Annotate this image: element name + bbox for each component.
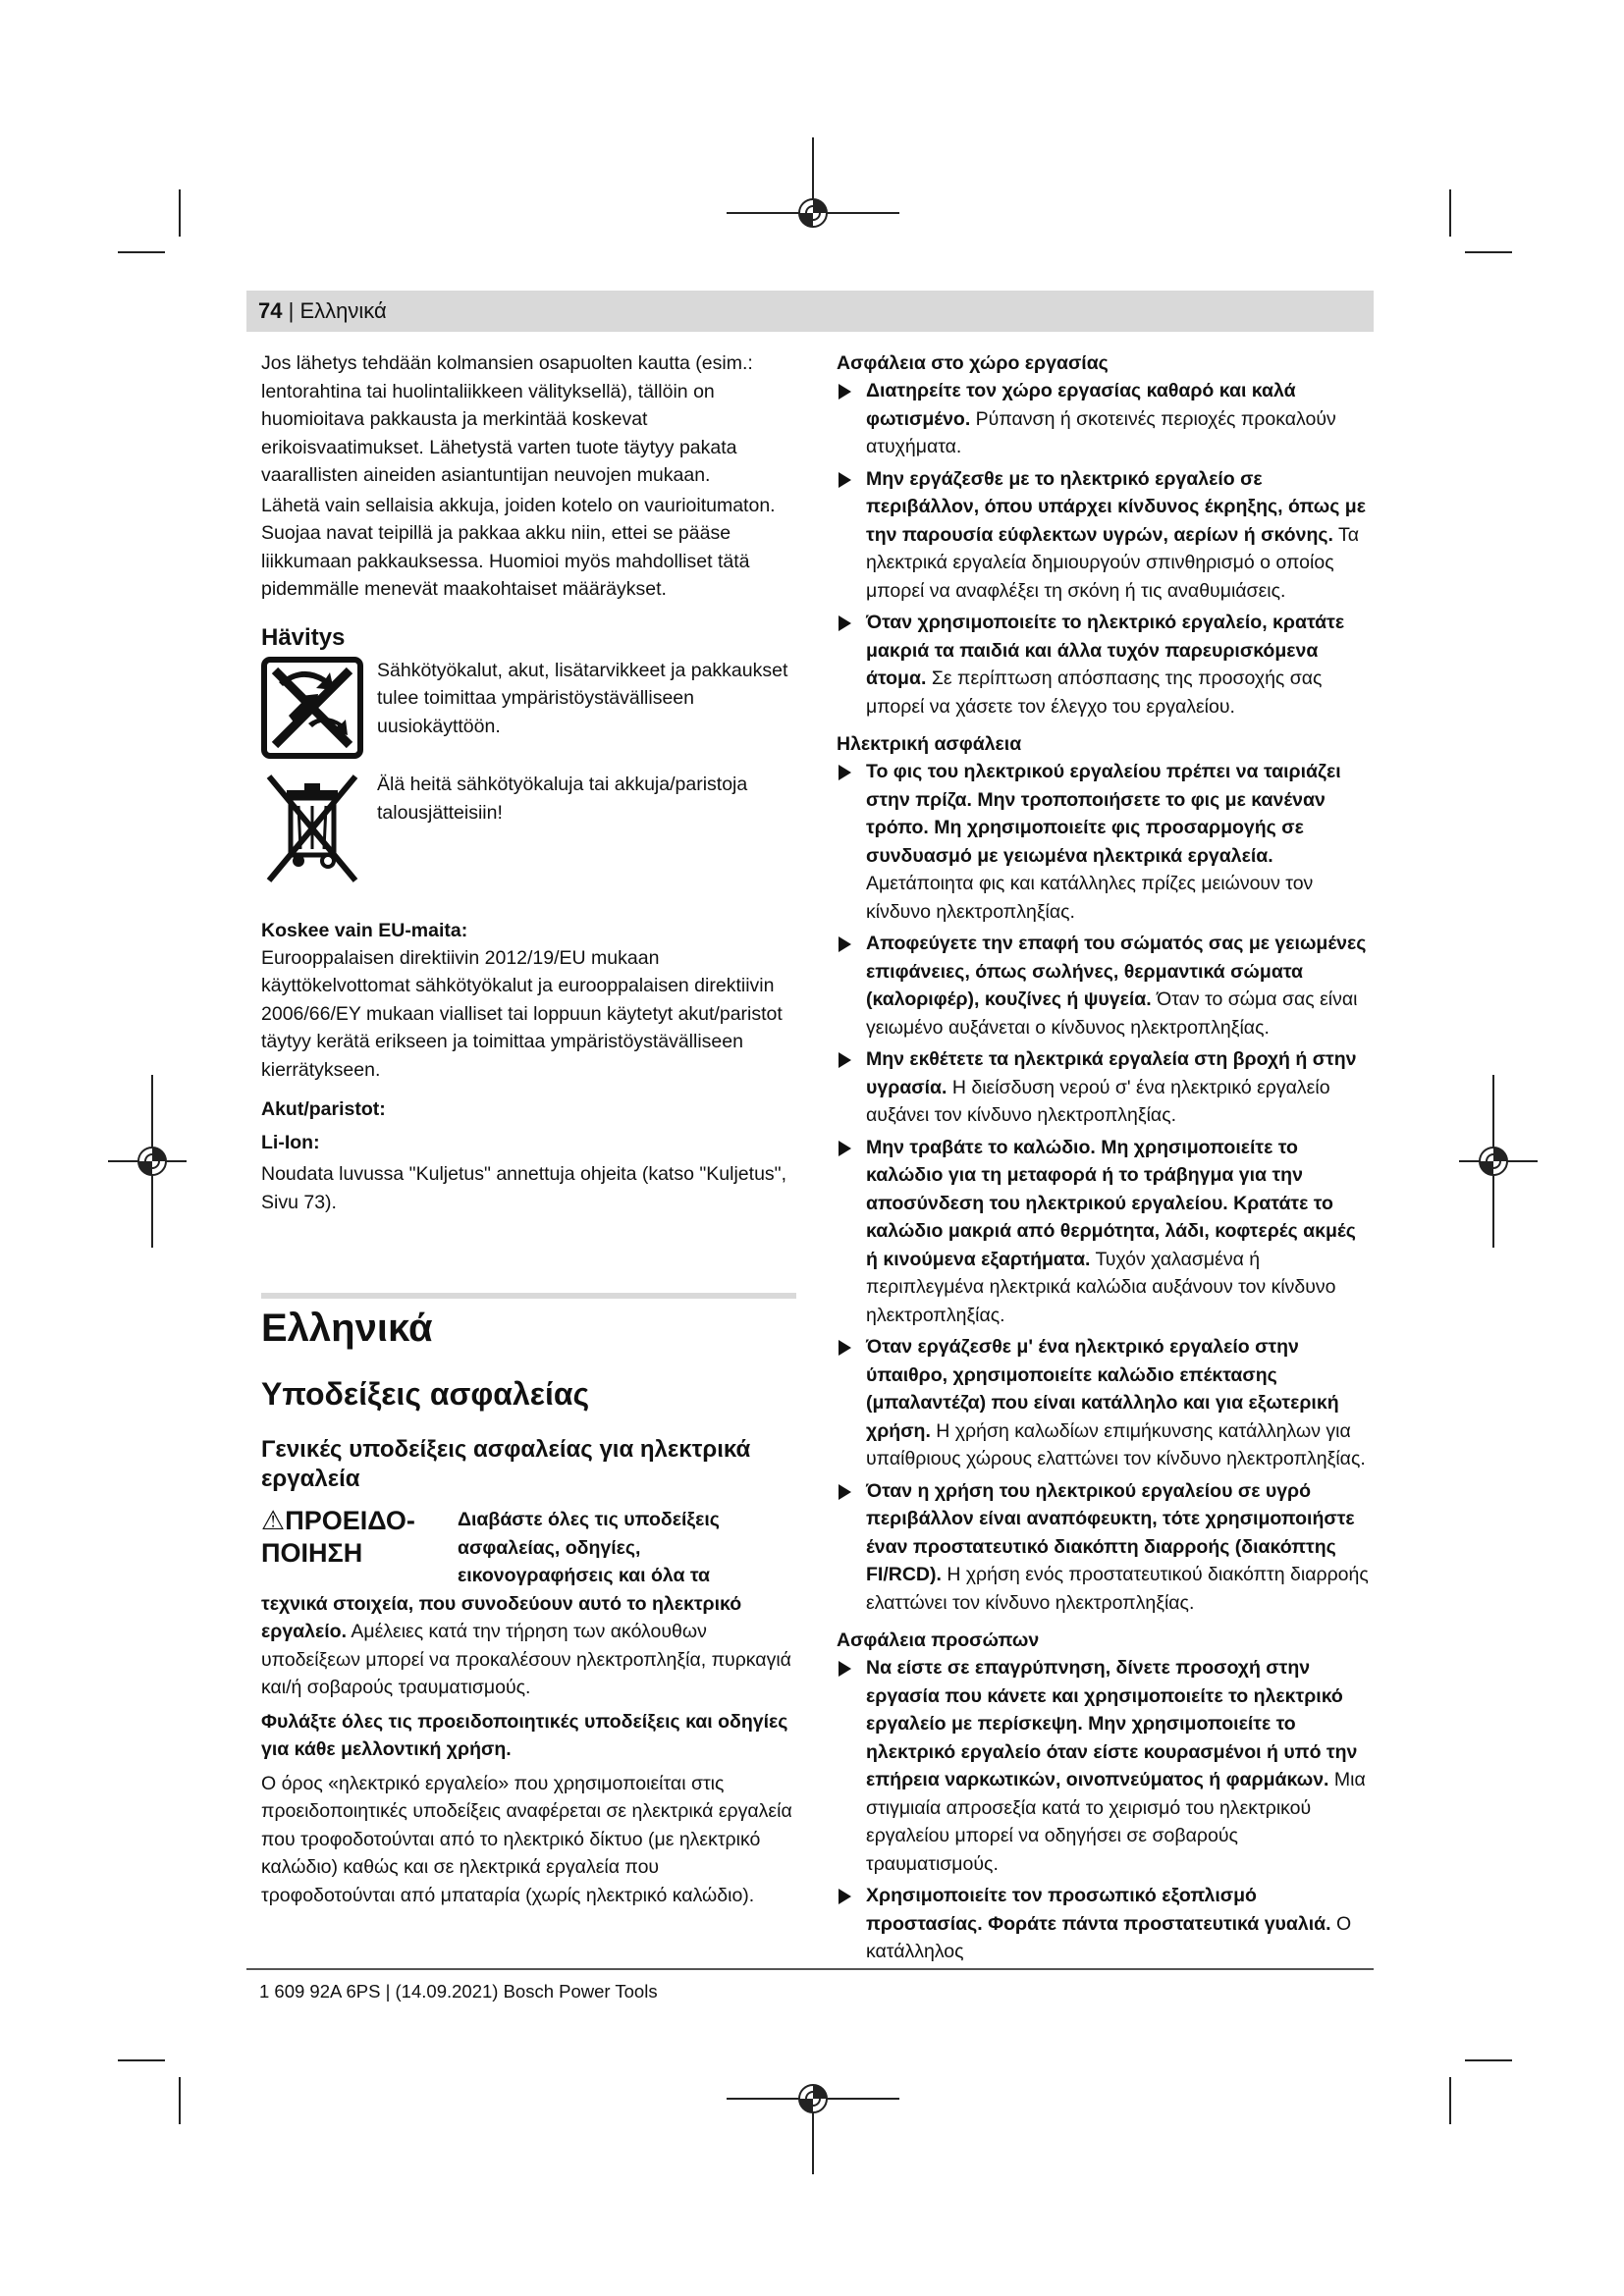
- list-item: Όταν η χρήση του ηλεκτρικού εργαλείου σε υγρό περιβάλλον είναι αναπόφευκτη, τότε χρησιμοποιήστε έναν προστατευτικό διακόπτη διαρροής (διακόπτης FI/RCD). Η χρήση ενός προστατευτικού διακόπτη διαρροής ελαττώνει τον κίνδυνο ηλεκτροπληξίας.: [837, 1477, 1372, 1618]
- section-title: Υποδείξεις ασφαλείας: [261, 1376, 590, 1412]
- personal-heading: Ασφάλεια προσώπων: [837, 1629, 1040, 1651]
- electric-heading: Ηλεκτρική ασφάλεια: [837, 733, 1022, 755]
- list-item: Να είστε σε επαγρύπνηση, δίνετε προσοχή στην εργασία που κάνετε και χρησιμοποιείτε το ηλεκτρικό εργαλείο με περίσκεψη. Μην χρησιμοποιείτε το ηλεκτρικό εργαλείο όταν είστε κουρασμένοι ή υπό την επήρεια ναρκωτικών, οινοπνεύματος ή φαρμάκων. Μια στιγμιαία απροσεξία κατά το χειρισμό του ηλεκτρικού εργαλείου μπορεί να οδηγήσει σε σοβαρούς τραυματισμούς.: [837, 1654, 1372, 1878]
- bin-text: Älä heitä sähkötyökaluja tai akkuja/paristoja talousjätteisiin!: [377, 774, 748, 824]
- footer-rule: [246, 1968, 1374, 1970]
- list-item: Χρησιμοποιείτε τον προσωπικό εξοπλισμό προστασίας. Φοράτε πάντα προστατευτικά γυαλιά. Ο κατάλληλος: [837, 1882, 1372, 1966]
- list-item: Μην εκθέτετε τα ηλεκτρικά εργαλεία στη βροχή ή στην υγρασία. Η διείσδυση νερού σ' ένα ηλεκτρικό εργαλείο αυξάνει τον κίνδυνο ηλεκτροπληξίας.: [837, 1045, 1372, 1130]
- list-item: Όταν εργάζεσθε μ' ένα ηλεκτρικό εργαλείο στην ύπαιθρο, χρησιμοποιείτε καλώδιο επέκτασης (μπαλαντέζα) που είναι κατάλληλο και για εξωτερική χρήση. Η χρήση καλωδίων επιμήκυνσης κατάλληλων για υπαίθριους χώρους ελαττώνει τον κίνδυνο ηλεκτροπληξίας.: [837, 1333, 1372, 1473]
- akut-heading: Akut/paristot:: [261, 1098, 386, 1120]
- list-item: Μην τραβάτε το καλώδιο. Μη χρησιμοποιείτε το καλώδιο για τη μεταφορά ή το τράβηγμα για την αποσύνδεση του ηλεκτρικού εργαλείου. Κρατάτε το καλώδιο μακριά από θερμότητα, λάδι, κοφτερές ακμές ή κινούμενα εξαρτήματα. Τυχόν χαλασμένα ή περιπλεγμένα ηλεκτρικά καλώδια αυξάνουν τον κίνδυνο ηλεκτροπληξίας.: [837, 1134, 1372, 1330]
- electric-list: [837, 758, 1372, 1617]
- bin-row: [261, 771, 796, 897]
- list-item: Όταν χρησιμοποιείτε το ηλεκτρικό εργαλείο, κρατάτε μακριά τα παιδιά και άλλα τυχόν παρευρισκόμενα άτομα. Σε περίπτωση απόσπασης της προσοχής σας μπορεί να χάσετε τον έλεγχο του εργαλείου.: [837, 609, 1372, 721]
- recycling-symbol-icon: [261, 657, 363, 768]
- crop-mark: [118, 251, 165, 253]
- crop-mark: [1465, 251, 1512, 253]
- right-column: [837, 349, 1372, 1970]
- crop-mark: [1449, 189, 1451, 237]
- personal-list: [837, 1654, 1372, 1966]
- language-title: Ελληνικά: [261, 1307, 433, 1350]
- registration-mark-top: [727, 137, 899, 236]
- warning-continued-bold: τεχνικά στοιχεία, που συνοδεύουν αυτό το ηλεκτρικό εργαλείο.: [261, 1592, 742, 1642]
- page-number: 74: [258, 298, 283, 323]
- footer-text: 1 609 92A 6PS | (14.09.2021) Bosch Power Tools: [259, 1981, 658, 2002]
- crop-mark: [179, 189, 181, 237]
- eu-text: Eurooppalaisen direktiivin 2012/19/EU mukaan käyttökelvottomat sähkötyökalut ja eurooppalaisen direktiivin 2006/66/EY mukaan vialliset tai loppuun käytetyt akut/paristot täytyy kerätä erikseen ja toimittaa ympäristöystävälliseen kierrätykseen.: [261, 946, 783, 1081]
- list-item: Μην εργάζεσθε με το ηλεκτρικό εργαλείο σε περιβάλλον, όπου υπάρχει κίνδυνος έκρηξης, όπως με την παρουσία εύφλεκτων υγρών, αερίων ή σκόνης. Τα ηλεκτρικά εργαλεία δημιουργούν σπινθηρισμό ο οποίος μπορεί να αναφλέξει τη σκόνη ή τις αναθυμιάσεις.: [837, 465, 1372, 606]
- crossed-bin-icon: [261, 771, 363, 897]
- list-item: Το φις του ηλεκτρικού εργαλείου πρέπει να ταιριάζει στην πρίζα. Μην τροποποιήσετε το φις με κανέναν τρόπο. Μη χρησιμοποιείτε φις προσαρμογής σε συνδυασμό με γειωμένα ηλεκτρικά εργαλεία. Αμετάποιητα φις και κατάλληλες πρίζες μειώνουν τον κίνδυνο ηλεκτροπληξίας.: [837, 758, 1372, 926]
- liion-text: Noudata luvussa "Kuljetus" annettuja ohjeita (katso "Kuljetus", Sivu 73).: [261, 1163, 787, 1213]
- disposal-heading: Hävitys: [261, 623, 346, 651]
- page-header: [258, 297, 387, 325]
- left-column-greek: [261, 1304, 796, 1911]
- warning-block: [261, 1506, 796, 1590]
- workplace-heading: Ασφάλεια στο χώρο εργασίας: [837, 352, 1109, 374]
- keep-instructions: Φυλάξτε όλες τις προειδοποιητικές υποδείξεις και οδηγίες για κάθε μελλοντική χρήση.: [261, 1710, 788, 1760]
- warning-label: ΠΡΟΕΙΔΟ-ΠΟΙΗΣΗ: [261, 1506, 415, 1568]
- eu-heading: Koskee vain EU-maita:: [261, 919, 468, 941]
- crop-mark: [179, 2077, 181, 2124]
- list-item: Διατηρείτε τον χώρο εργασίας καθαρό και καλά φωτισμένο. Ρύπανση ή σκοτεινές περιοχές προκαλούν ατυχήματα.: [837, 377, 1372, 461]
- subsection-title: Γενικές υποδείξεις ασφαλείας για ηλεκτρικά εργαλεία: [261, 1436, 751, 1492]
- warning-icon: ⚠: [261, 1506, 286, 1535]
- section-divider: [261, 1293, 796, 1299]
- header-language: Ελληνικά: [299, 298, 387, 323]
- crop-mark: [1465, 2059, 1512, 2061]
- shipping-paragraph: Jos lähetys tehdään kolmansien osapuolten kautta (esim.: lentorahtina tai huolintaliikkeen välityksellä), tällöin on huomioitava pakkausta ja merkintää koskevat erikoisvaatimukset. Lähetystä varten tuote täytyy pakata vaarallisten aineiden asiantuntijan neuvojen mukaan.: [261, 352, 753, 486]
- battery-paragraph: Lähetä vain sellaisia akkuja, joiden kotelo on vaurioitumaton. Suojaa navat teipillä ja pakkaa akku niin, ettei se pääse liikkumaan pakkauksessa. Huomioi myös mahdolliset tätä pidemmälle menevät maakohtaiset määräykset.: [261, 494, 776, 600]
- page-header-bar: [246, 291, 1374, 332]
- liion-heading: Li-Ion:: [261, 1132, 320, 1153]
- registration-mark-left: [108, 1075, 187, 1248]
- warning-head-text: Διαβάστε όλες τις υποδείξεις ασφαλείας, οδηγίες, εικονογραφήσεις και όλα τα: [458, 1509, 720, 1586]
- list-item: Αποφεύγετε την επαφή του σώματός σας με γειωμένες επιφάνειες, όπως σωλήνες, θερμαντικά σώματα (καλοριφέρ), κουζίνες ή ψυγεία. Όταν το σώμα σας είναι γειωμένο αυξάνεται ο κίνδυνος ηλεκτροπληξίας.: [837, 930, 1372, 1041]
- workplace-list: [837, 377, 1372, 721]
- header-separator: |: [282, 298, 300, 323]
- crop-mark: [1449, 2077, 1451, 2124]
- crop-mark: [118, 2059, 165, 2061]
- registration-mark-right: [1459, 1075, 1538, 1248]
- warning-continued-text: Αμέλειες κατά την τήρηση των ακόλουθων υποδείξεων μπορεί να προκαλέσουν ηλεκτροπληξία, πυρκαγιά και/ή σοβαρούς τραυματισμούς.: [261, 1621, 791, 1698]
- left-column: [261, 349, 796, 1218]
- registration-mark-bottom: [727, 2076, 899, 2174]
- recycle-row: [261, 657, 796, 768]
- term-definition: Ο όρος «ηλεκτρικό εργαλείο» που χρησιμοποιείται στις προειδοποιητικές υποδείξεις αναφέρεται σε ηλεκτρικά εργαλεία που τροφοδοτούνται από το ηλεκτρικό δίκτυο (με ηλεκτρικό καλώδιο) καθώς και σε ηλεκτρικά εργαλεία που τροφοδοτούνται από μπαταρία (χωρίς ηλεκτρικό καλώδιο).: [261, 1772, 792, 1906]
- recycle-text: Sähkötyökalut, akut, lisätarvikkeet ja pakkaukset tulee toimittaa ympäristöystävälliseen uusiokäyttöön.: [377, 659, 788, 737]
